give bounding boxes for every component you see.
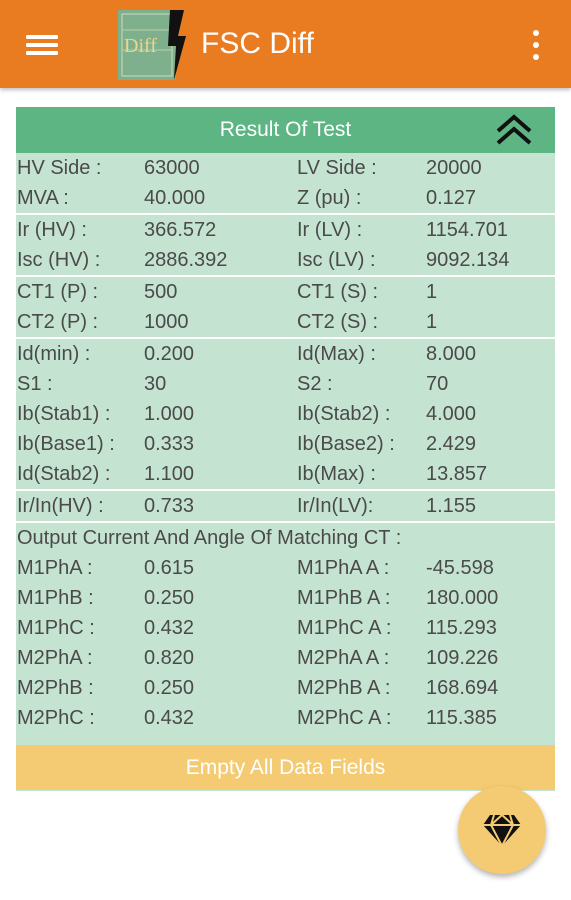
label: Ib(Stab1) : — [17, 403, 111, 425]
label: M2PhB : — [17, 677, 94, 699]
value: 180.000 — [426, 587, 499, 609]
empty-all-fields-button[interactable]: Empty All Data Fields — [16, 745, 555, 790]
table-row — [16, 491, 555, 521]
value: 70 — [426, 373, 449, 395]
label: MVA : — [17, 187, 69, 209]
value: 1000 — [144, 311, 189, 333]
value: 0.615 — [144, 557, 195, 579]
value: 0.733 — [144, 495, 195, 517]
menu-icon[interactable] — [26, 30, 62, 60]
label: M1PhA : — [17, 557, 93, 579]
diamond-icon — [482, 812, 522, 848]
value: 115.293 — [426, 617, 497, 639]
app-title: FSC Diff — [201, 27, 314, 60]
label: M2PhC A : — [297, 707, 392, 729]
value: 20000 — [426, 157, 482, 179]
label: M1PhB : — [17, 587, 94, 609]
value: 1.155 — [426, 495, 477, 517]
value: 500 — [144, 281, 178, 303]
more-vert-icon[interactable] — [524, 28, 548, 62]
label: CT1 (S) : — [297, 281, 379, 303]
value: 0.127 — [426, 187, 477, 209]
table-row — [16, 153, 555, 183]
card-title: Result Of Test — [219, 118, 352, 141]
value: 1154.701 — [426, 219, 508, 241]
value: 30 — [144, 373, 167, 395]
table-row — [16, 245, 555, 275]
label: M2PhA A : — [297, 647, 390, 669]
label: Ir (HV) : — [17, 219, 87, 241]
label: M1PhA A : — [297, 557, 390, 579]
table-row — [16, 277, 555, 307]
label: Z (pu) : — [297, 187, 362, 209]
label: S1 : — [17, 373, 53, 395]
value: 0.333 — [144, 433, 195, 455]
label: M2PhA : — [17, 647, 93, 669]
value: 0.432 — [144, 617, 195, 639]
label: Ib(Max) : — [297, 463, 376, 485]
label: M1PhC : — [17, 617, 95, 639]
table-row — [16, 307, 555, 337]
value: 2886.392 — [144, 249, 228, 271]
value: 0.250 — [144, 587, 195, 609]
label: Isc (HV) : — [17, 249, 101, 271]
table-row — [16, 613, 555, 643]
table-row — [16, 215, 555, 245]
value: 0.432 — [144, 707, 195, 729]
table-row — [16, 459, 555, 489]
label: Ir (LV) : — [297, 219, 363, 241]
label: M2PhC : — [17, 707, 95, 729]
label: HV Side : — [17, 157, 102, 179]
fab-button[interactable] — [458, 786, 546, 874]
app-bar — [0, 0, 571, 88]
table-row — [16, 703, 555, 733]
label: Ib(Base2) : — [297, 433, 395, 455]
label: Isc (LV) : — [297, 249, 376, 271]
value: 366.572 — [144, 219, 217, 241]
card-header — [16, 107, 555, 153]
value: 2.429 — [426, 433, 477, 455]
value: 1 — [426, 281, 438, 303]
value: 40.000 — [144, 187, 206, 209]
label: Ir/In(LV): — [297, 495, 374, 517]
svg-text:Diff: Diff — [124, 35, 157, 57]
label: CT1 (P) : — [17, 281, 99, 303]
label: Ir/In(HV) : — [17, 495, 104, 517]
label: M1PhC A : — [297, 617, 392, 639]
value: 4.000 — [426, 403, 477, 425]
value: 1.100 — [144, 463, 195, 485]
label: LV Side : — [297, 157, 377, 179]
value: 1 — [426, 311, 438, 333]
table-row — [16, 369, 555, 399]
value: 13.857 — [426, 463, 488, 485]
value: 0.820 — [144, 647, 195, 669]
table-row — [16, 399, 555, 429]
label: Id(min) : — [17, 343, 91, 365]
value: 1.000 — [144, 403, 195, 425]
app-logo — [118, 10, 188, 80]
value: 0.200 — [144, 343, 195, 365]
value: 63000 — [144, 157, 200, 179]
label: M2PhB A : — [297, 677, 391, 699]
table-row — [16, 553, 555, 583]
value: 0.250 — [144, 677, 195, 699]
label: S2 : — [297, 373, 333, 395]
result-rows — [16, 153, 555, 733]
label: CT2 (S) : — [297, 311, 379, 333]
table-row — [16, 643, 555, 673]
value: 115.385 — [426, 707, 497, 729]
label: CT2 (P) : — [17, 311, 99, 333]
value: 9092.134 — [426, 249, 510, 271]
label: Id(Stab2) : — [17, 463, 111, 485]
value: -45.598 — [426, 557, 494, 579]
table-row — [16, 339, 555, 369]
matching-ct-heading: Output Current And Angle Of Matching CT : — [17, 527, 402, 549]
value: 8.000 — [426, 343, 477, 365]
table-row — [16, 583, 555, 613]
result-card — [16, 107, 555, 791]
value: 168.694 — [426, 677, 499, 699]
label: Ib(Stab2) : — [297, 403, 391, 425]
label: Id(Max) : — [297, 343, 376, 365]
table-row — [16, 429, 555, 459]
label: M1PhB A : — [297, 587, 391, 609]
double-chevron-up-icon[interactable] — [494, 111, 534, 149]
value: 109.226 — [426, 647, 499, 669]
table-row — [16, 673, 555, 703]
section-heading-row — [16, 523, 555, 553]
label: Ib(Base1) : — [17, 433, 115, 455]
table-row — [16, 183, 555, 213]
